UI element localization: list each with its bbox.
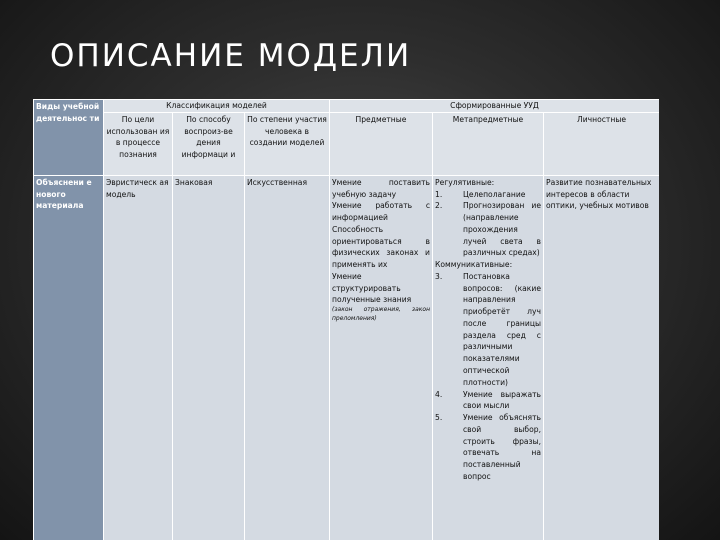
model-description-table <box>33 99 659 540</box>
by-purpose-cell: Эвристическ ая модель <box>104 175 173 540</box>
subject-line: Способность ориентироваться в физических законах и применять их <box>332 224 430 270</box>
subject-line: Умение поставить учебную задачу <box>332 177 430 199</box>
subject-line: Умение работать с информацией <box>332 201 430 223</box>
by-degree-cell: Искусственная <box>245 175 330 540</box>
by-purpose-header: По цели использован ия в процессе познания <box>104 112 173 175</box>
by-degree-header: По степени участия человека в создании моделей <box>245 112 330 175</box>
personal-header: Личностные <box>544 112 660 175</box>
list-item: 4. Умение выражать свои мысли <box>435 389 541 411</box>
list-item: 3. Постановка вопросов: (какие направления приобретёт луч после границы раздела сред с различными показателями оптической плотности) <box>435 271 541 387</box>
model-description-table-wrapper <box>33 99 659 540</box>
subject-header: Предметные <box>330 112 433 175</box>
list-item: 5. Умение объяснять свой выбор, строить фразы, отвечать на поставленный вопрос <box>435 413 541 481</box>
subject-note: (закон отражения, закон преломления) <box>332 306 430 322</box>
by-method-header: По способу воспроиз-ве дения информаци и <box>173 112 245 175</box>
classification-header: Классификация моделей <box>104 100 330 113</box>
regulative-list <box>435 189 541 260</box>
regulative-label: Регулятивные: <box>435 177 495 187</box>
slide-title: ОПИСАНИЕ МОДЕЛИ <box>50 38 412 74</box>
uud-header: Сформированные УУД <box>330 100 660 113</box>
by-method-cell: Знаковая <box>173 175 245 540</box>
communicative-list <box>435 271 541 483</box>
activity-cell: Объяснени е нового материала <box>34 175 104 540</box>
subject-cell <box>330 175 433 540</box>
table-row <box>34 175 660 540</box>
meta-cell <box>433 175 544 540</box>
list-item: 2. Прогнозирован ие (направление прохождения лучей света в различных средах) <box>435 201 541 258</box>
list-item: 1. Целеполагание <box>435 189 526 199</box>
subject-line: Умение структурировать полученные знания <box>332 271 412 305</box>
activity-type-header: Виды учебной деятельнос ти <box>34 100 104 176</box>
communicative-label: Коммуникативные: <box>435 260 513 270</box>
personal-cell: Развитие познавательных интересов в области оптики, учебных мотивов <box>544 175 660 540</box>
meta-header: Метапредметные <box>433 112 544 175</box>
